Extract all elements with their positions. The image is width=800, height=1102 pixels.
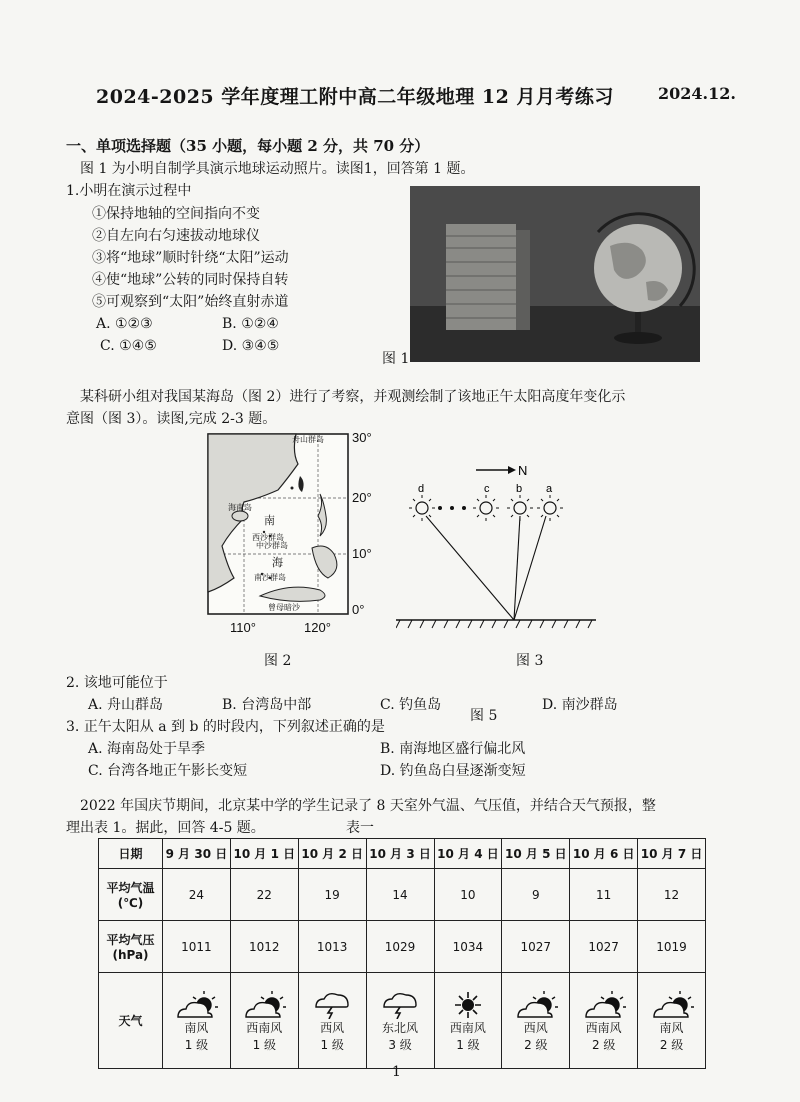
q2-option-d: D. 南沙群岛 bbox=[542, 697, 618, 713]
pressure-cell-5: 1034 bbox=[434, 921, 502, 973]
date-cell-8: 10 月 7 日 bbox=[638, 839, 706, 869]
figure-1-photo bbox=[410, 186, 700, 362]
figure-2-map bbox=[200, 428, 390, 643]
level-cell-6: 2 级 bbox=[524, 1037, 548, 1052]
wind-cell-1: 南风 bbox=[184, 1020, 209, 1035]
pressure-cell-6: 1027 bbox=[502, 921, 570, 973]
temp-cell-7: 11 bbox=[570, 869, 638, 921]
pressure-cell-4: 1029 bbox=[366, 921, 434, 973]
q3-option-a: A. 海南岛处于旱季 bbox=[88, 741, 206, 757]
weather-cell-8 bbox=[638, 973, 706, 1069]
wind-cell-6: 西风 bbox=[523, 1020, 548, 1035]
q2-stem: 2. 该地可能位于 bbox=[66, 675, 168, 691]
q1-intro: 图 1 为小明自制学具演示地球运动照片。读图1，回答第 1 题。 bbox=[80, 161, 475, 177]
wind-cell-4: 东北风 bbox=[382, 1020, 419, 1035]
temp-label-2: (℃) bbox=[117, 896, 144, 910]
figure-5-label: 图 5 bbox=[470, 708, 498, 724]
q1-item-5: ⑤可观察到“太阳”始终直射赤道 bbox=[92, 294, 289, 310]
temp-cell-2: 22 bbox=[230, 869, 298, 921]
q1-item-1: ①保持地轴的空间指向不变 bbox=[92, 206, 260, 222]
pressure-cell-8: 1019 bbox=[638, 921, 706, 973]
sun-label-c: c bbox=[484, 483, 490, 495]
temp-cell-8: 12 bbox=[638, 869, 706, 921]
partly-cloudy-icon bbox=[174, 991, 218, 1019]
q1-option-a: A. ①②③ bbox=[96, 316, 153, 332]
map-label-nansha: 南沙群岛 bbox=[254, 573, 286, 582]
partly-cloudy-icon bbox=[242, 991, 286, 1019]
weather-cell-3 bbox=[298, 973, 366, 1069]
pressure-cell-3: 1013 bbox=[298, 921, 366, 973]
figure-3-diagram bbox=[396, 456, 606, 636]
pres-label-1: 平均气压 bbox=[106, 933, 155, 947]
row-label-pressure bbox=[99, 921, 163, 973]
lat-0: 0° bbox=[352, 602, 365, 617]
passage-2-3-line2: 意图（图 3）。读图,完成 2-3 题。 bbox=[66, 411, 277, 427]
passage-4-5-line1: 2022 年国庆节期间，北京某中学的学生记录了 8 天室外气温、气压值，并结合天气预报，整 bbox=[80, 798, 656, 814]
table-row-temperature bbox=[99, 869, 706, 921]
passage-4-5-line2: 理出表 1。据此，回答 4-5 题。 bbox=[66, 820, 265, 836]
q1-item-4: ④使“地球”公转的同时保持自转 bbox=[92, 272, 289, 288]
map-label-zhongsha: 中沙群岛 bbox=[256, 541, 288, 550]
date-cell-3: 10 月 2 日 bbox=[298, 839, 366, 869]
wind-cell-5: 西南风 bbox=[449, 1020, 486, 1035]
weather-cell-5 bbox=[434, 973, 502, 1069]
weather-cell-7 bbox=[570, 973, 638, 1069]
q3-option-d: D. 钓鱼岛白昼逐渐变短 bbox=[380, 763, 526, 779]
wind-cell-8: 南风 bbox=[659, 1020, 684, 1035]
lat-20: 20° bbox=[352, 490, 372, 505]
lon-110: 110° bbox=[230, 620, 256, 635]
figure-3-caption: 图 3 bbox=[516, 653, 544, 669]
wind-cell-2: 西南风 bbox=[246, 1020, 283, 1035]
level-cell-2: 1 级 bbox=[252, 1037, 277, 1052]
exam-title: 2024-2025 学年度理工附中高二年级地理 12 月月考练习 bbox=[96, 86, 614, 108]
pressure-cell-1: 1011 bbox=[163, 921, 231, 973]
map-label-zengmu: 曾母暗沙 bbox=[268, 603, 300, 612]
weather-cell-4 bbox=[366, 973, 434, 1069]
date-cell-7: 10 月 6 日 bbox=[570, 839, 638, 869]
q2-option-b: B. 台湾岛中部 bbox=[222, 697, 312, 713]
table-row-pressure bbox=[99, 921, 706, 973]
table-title: 表一 bbox=[346, 820, 374, 836]
thunder-rain-icon bbox=[310, 991, 354, 1019]
level-cell-1: 1 级 bbox=[184, 1037, 209, 1052]
wind-cell-7: 西南风 bbox=[585, 1020, 622, 1035]
temp-cell-5: 10 bbox=[434, 869, 502, 921]
section-heading: 一、单项选择题（35 小题，每小题 2 分，共 70 分） bbox=[66, 137, 430, 155]
date-cell-2: 10 月 1 日 bbox=[230, 839, 298, 869]
map-label-hai: 海 bbox=[272, 557, 283, 569]
level-cell-7: 2 级 bbox=[591, 1037, 616, 1052]
weather-cell-6 bbox=[502, 973, 570, 1069]
sunny-icon bbox=[446, 991, 490, 1019]
partly-cloudy-icon bbox=[582, 991, 626, 1019]
q1-item-2: ②自左向右匀速拔动地球仪 bbox=[92, 228, 260, 244]
map-label-nan: 南 bbox=[264, 515, 275, 527]
level-cell-8: 2 级 bbox=[659, 1037, 684, 1052]
temp-cell-6: 9 bbox=[502, 869, 570, 921]
page-number: 1 bbox=[392, 1064, 401, 1080]
pressure-cell-7: 1027 bbox=[570, 921, 638, 973]
date-cell-5: 10 月 4 日 bbox=[434, 839, 502, 869]
weather-table bbox=[98, 838, 706, 1069]
north-label: N bbox=[518, 463, 528, 478]
figure-1-caption: 图 1 bbox=[382, 351, 410, 367]
lat-30: 30° bbox=[352, 430, 372, 445]
date-cell-4: 10 月 3 日 bbox=[366, 839, 434, 869]
row-label-weather: 天气 bbox=[99, 973, 163, 1069]
weather-cell-1 bbox=[163, 973, 231, 1069]
table-row-weather bbox=[99, 973, 706, 1069]
row-label-temperature bbox=[99, 869, 163, 921]
q3-stem: 3. 正午太阳从 a 到 b 的时段内，下列叙述正确的是 bbox=[66, 719, 385, 735]
q1-stem: 1.小明在演示过程中 bbox=[66, 183, 192, 199]
q1-option-c: C. ①④⑤ bbox=[100, 338, 157, 354]
sun-label-d: d bbox=[418, 483, 425, 495]
temp-cell-3: 19 bbox=[298, 869, 366, 921]
pressure-cell-2: 1012 bbox=[230, 921, 298, 973]
map-label-hainan: 海南岛 bbox=[228, 503, 252, 512]
map-label-xisha: 西沙群岛 bbox=[252, 533, 284, 542]
q2-option-a: A. 舟山群岛 bbox=[88, 697, 164, 713]
sun-label-b: b bbox=[516, 483, 523, 495]
q3-option-b: B. 南海地区盛行偏北风 bbox=[380, 741, 526, 757]
level-cell-4: 3 级 bbox=[388, 1037, 412, 1052]
temp-label-1: 平均气温 bbox=[106, 881, 155, 895]
level-cell-3: 1 级 bbox=[320, 1037, 344, 1052]
q1-option-b: B. ①②④ bbox=[222, 316, 279, 332]
globe-and-books-illustration bbox=[410, 186, 700, 362]
exam-date: 2024.12. bbox=[658, 84, 736, 103]
partly-cloudy-icon bbox=[514, 991, 558, 1019]
lat-10: 10° bbox=[352, 546, 372, 561]
date-cell-1: 9 月 30 日 bbox=[163, 839, 231, 869]
sun-label-a: a bbox=[546, 483, 553, 495]
q1-item-3: ③将“地球”顺时针绕“太阳”运动 bbox=[92, 250, 289, 266]
temp-cell-1: 24 bbox=[163, 869, 231, 921]
wind-cell-3: 西风 bbox=[320, 1020, 345, 1035]
q3-option-c: C. 台湾各地正午影长变短 bbox=[88, 763, 248, 779]
temp-cell-4: 14 bbox=[366, 869, 434, 921]
map-label-zhoushan: 舟山群岛 bbox=[292, 435, 324, 444]
weather-cell-2 bbox=[230, 973, 298, 1069]
figure-2-caption: 图 2 bbox=[264, 653, 292, 669]
passage-2-3-line1: 某科研小组对我国某海岛（图 2）进行了考察，并观测绘制了该地正午太阳高度年变化示 bbox=[80, 389, 626, 405]
row-label-date: 日期 bbox=[99, 839, 163, 869]
q1-option-d: D. ③④⑤ bbox=[222, 338, 280, 354]
thunder-rain-icon bbox=[378, 991, 422, 1019]
lon-120: 120° bbox=[304, 620, 331, 635]
table-row-date bbox=[99, 839, 706, 869]
level-cell-5: 1 级 bbox=[456, 1037, 480, 1052]
q2-option-c: C. 钓鱼岛 bbox=[380, 697, 442, 713]
pres-label-2: (hPa) bbox=[112, 948, 149, 962]
date-cell-6: 10 月 5 日 bbox=[502, 839, 570, 869]
partly-cloudy-icon bbox=[650, 991, 694, 1019]
